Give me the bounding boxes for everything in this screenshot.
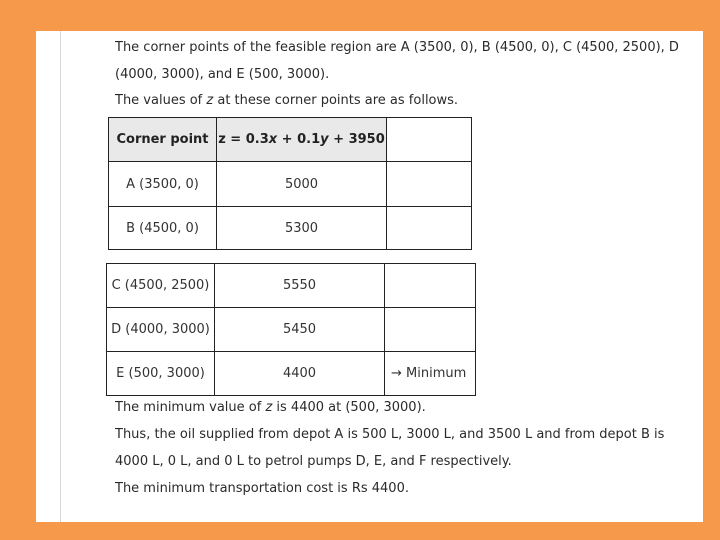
conclusion-line-3: 4000 L, 0 L, and 0 L to petrol pumps D, E, and F respectively.	[115, 454, 512, 469]
intro-line-1: The corner points of the feasible region are A (3500, 0), B (4500, 0), C (4500, 2500), D	[115, 40, 679, 55]
margin-rule	[60, 31, 61, 522]
row-note-minimum: → Minimum	[385, 352, 476, 396]
header-objective: z = 0.3x + 0.1y + 3950	[217, 118, 387, 162]
corner-point-table-bottom	[106, 263, 476, 396]
table-row	[109, 162, 472, 207]
row-point: B (4500, 0)	[109, 207, 217, 250]
row-value: 5550	[215, 264, 385, 308]
table-row	[107, 264, 476, 308]
table-header-row	[109, 118, 472, 162]
row-value: 5000	[217, 162, 387, 207]
row-note	[385, 308, 476, 352]
table-row	[107, 352, 476, 396]
conclusion-line-2: Thus, the oil supplied from depot A is 500 L, 3000 L, and 3500 L and from depot B is	[115, 427, 665, 442]
intro-line-3: The values of z at these corner points are as follows.	[115, 93, 459, 108]
row-note	[387, 207, 472, 250]
row-point: A (3500, 0)	[109, 162, 217, 207]
row-value: 5300	[217, 207, 387, 250]
intro-line-2: (4000, 3000), and E (500, 3000).	[115, 67, 330, 82]
row-point: C (4500, 2500)	[107, 264, 215, 308]
conclusion-line-1: The minimum value of z is 4400 at (500, 3000).	[115, 400, 426, 415]
row-note	[387, 162, 472, 207]
row-value: 4400	[215, 352, 385, 396]
corner-point-table-top	[108, 117, 472, 250]
header-empty	[387, 118, 472, 162]
conclusion-line-4: The minimum transportation cost is Rs 4400.	[115, 481, 409, 496]
table-row	[109, 207, 472, 250]
row-point: E (500, 3000)	[107, 352, 215, 396]
row-point: D (4000, 3000)	[107, 308, 215, 352]
row-note	[385, 264, 476, 308]
header-corner-point: Corner point	[109, 118, 217, 162]
row-value: 5450	[215, 308, 385, 352]
table-row	[107, 308, 476, 352]
